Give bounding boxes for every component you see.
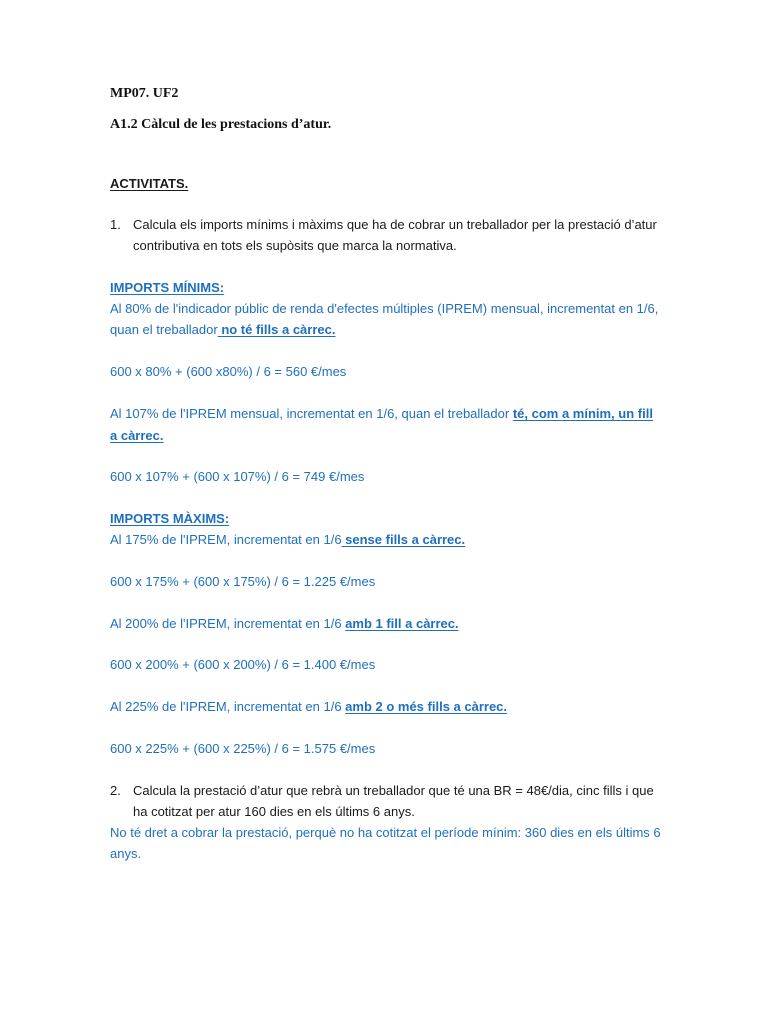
maxims-p2-text: Al 200% de l'IPREM, incrementat en 1/6 bbox=[110, 616, 346, 631]
maxims-p3-text: Al 225% de l'IPREM, incrementat en 1/6 bbox=[110, 699, 346, 714]
maxims-p3-emphasis: amb 2 o més fills a càrrec. bbox=[345, 699, 508, 714]
question-2-line-1: Calcula la prestació d’atur que rebrà un treballador que té una BR = 48€/dia, cinc fills i que bbox=[133, 783, 654, 798]
minims-heading: IMPORTS MÍNIMS: bbox=[110, 280, 225, 295]
maxims-p2-emphasis: amb 1 fill a càrrec. bbox=[345, 616, 459, 631]
section-heading: ACTIVITATS. bbox=[110, 176, 189, 191]
maxims-p1-emphasis: sense fills a càrrec. bbox=[341, 532, 466, 547]
minims-calculation-1: 600 x 80% + (600 x80%) / 6 = 560 €/mes bbox=[110, 364, 347, 379]
minims-paragraph-1-line-1: Al 80% de l'indicador públic de renda d'efectes múltiples (IPREM) mensual, incrementat en 1/6, bbox=[110, 301, 659, 316]
maxims-paragraph-2 bbox=[110, 616, 459, 632]
question-2-answer-line-1: No té dret a cobrar la prestació, perquè no ha cotitzat el període mínim: 360 dies en els últims 6 bbox=[110, 825, 661, 840]
maxims-calculation-1: 600 x 175% + (600 x 175%) / 6 = 1.225 €/mes bbox=[110, 574, 376, 589]
maxims-paragraph-3 bbox=[110, 699, 507, 715]
question-1-line-2: contributiva en tots els supòsits que marca la normativa. bbox=[133, 238, 457, 253]
minims-p2-emphasis: té, com a mínim, un fill bbox=[512, 406, 653, 421]
question-2-answer-line-2: anys. bbox=[110, 846, 142, 861]
question-2-line-2: ha cotitzat per atur 160 dies en els últims 6 anys. bbox=[133, 804, 415, 819]
minims-calculation-2: 600 x 107% + (600 x 107%) / 6 = 749 €/mes bbox=[110, 469, 365, 484]
maxims-paragraph-1 bbox=[110, 532, 465, 548]
minims-paragraph-1-line-2 bbox=[110, 322, 335, 338]
question-2-number: 2. bbox=[110, 783, 121, 798]
maxims-calculation-3: 600 x 225% + (600 x 225%) / 6 = 1.575 €/mes bbox=[110, 741, 376, 756]
minims-p1-text: quan el treballador bbox=[110, 322, 218, 337]
minims-paragraph-2-line-2: a càrrec. bbox=[110, 428, 164, 443]
minims-paragraph-2-line-1 bbox=[110, 406, 653, 422]
minims-p2-text: Al 107% de l'IPREM mensual, incrementat en 1/6, quan el treballador bbox=[110, 406, 513, 421]
activity-title: A1.2 Càlcul de les prestacions d’atur. bbox=[110, 117, 332, 132]
minims-p1-emphasis: no té fills a càrrec. bbox=[217, 322, 336, 337]
question-1-number: 1. bbox=[110, 217, 121, 232]
maxims-p1-text: Al 175% de l'IPREM, incrementat en 1/6 bbox=[110, 532, 342, 547]
maxims-calculation-2: 600 x 200% + (600 x 200%) / 6 = 1.400 €/mes bbox=[110, 657, 376, 672]
question-1-line-1: Calcula els imports mínims i màxims que ha de cobrar un treballador per la prestació d’atur bbox=[133, 217, 657, 232]
maxims-heading: IMPORTS MÀXIMS: bbox=[110, 511, 230, 526]
course-code: MP07. UF2 bbox=[110, 86, 179, 101]
